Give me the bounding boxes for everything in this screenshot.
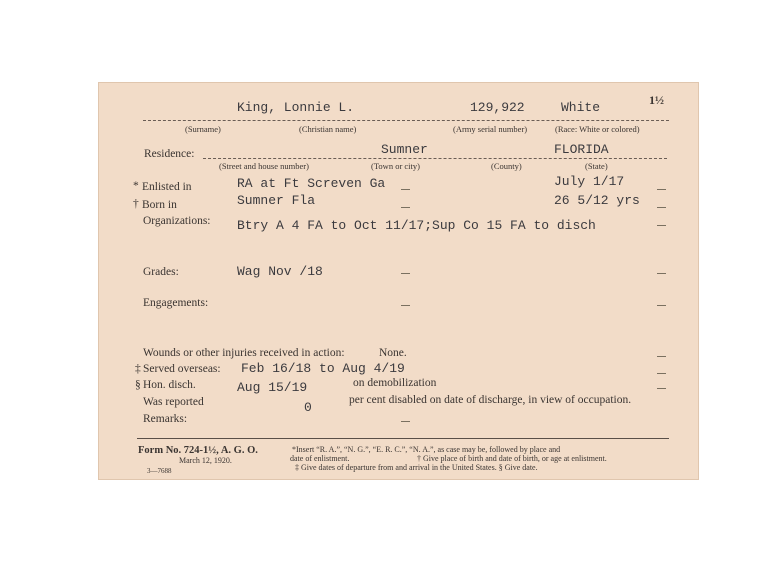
reported-label: Was reported: [143, 396, 204, 408]
wounds-value: None.: [379, 347, 407, 359]
remarks-label: Remarks:: [143, 413, 188, 425]
overseas-value: Feb 16/18 to Aug 4/19: [241, 361, 405, 376]
form-number: Form No. 724-1½, A. G. O.: [138, 445, 258, 456]
residence-state: FLORIDA: [554, 142, 609, 157]
organizations-label: Organizations:: [143, 215, 211, 227]
soldier-name: King, Lonnie L.: [237, 100, 355, 115]
wounds-label: Wounds or other injuries received in action:: [143, 347, 345, 359]
surname-caption: (Surname): [185, 124, 221, 134]
born-place: Sumner Fla: [237, 193, 316, 208]
engagements-label: Engagements:: [143, 297, 209, 309]
enlisted-mark: *: [133, 180, 139, 192]
serial-caption: (Army serial number): [453, 124, 528, 134]
christian-name-caption: (Christian name): [299, 124, 357, 134]
reported-text: per cent disabled on date of discharge, in view of occupation.: [349, 394, 632, 406]
enlisted-label: Enlisted in: [142, 181, 192, 193]
town-caption: (Town or city): [371, 161, 420, 171]
form-code: 3—7688: [147, 467, 172, 475]
race-caption: (Race: White or colored): [555, 124, 640, 134]
footnote-birth: † Give place of birth and date of birth, or age at enlistment.: [417, 454, 607, 463]
state-caption: (State): [585, 161, 608, 171]
discharge-label: Hon. disch.: [143, 379, 196, 391]
fraction-mark: 1½: [649, 93, 664, 107]
serial-number: 129,922: [470, 100, 525, 115]
born-label: Born in: [142, 199, 177, 211]
race-value: White: [561, 100, 601, 115]
organizations-value: Btry A 4 FA to Oct 11/17;Sup Co 15 FA to disch: [237, 218, 596, 233]
footer-rule: [137, 438, 669, 439]
discharge-mark: §: [135, 379, 141, 391]
grades-value: Wag Nov /18: [237, 264, 323, 279]
discharge-value: Aug 15/19: [237, 380, 308, 395]
residence-town: Sumner: [381, 142, 428, 157]
reported-value: 0: [304, 400, 312, 415]
overseas-mark: ‡: [135, 363, 141, 375]
residence-label: Residence:: [144, 148, 195, 160]
overseas-label: Served overseas:: [143, 363, 221, 375]
grades-label: Grades:: [143, 266, 179, 278]
footnote-enlistment: *Insert “R. A.”, “N. G.”, “E. R. C.”, “N. A.”, as case may be, followed by place and: [292, 445, 561, 454]
street-caption: (Street and house number): [219, 161, 309, 171]
name-line: [143, 120, 669, 121]
enlisted-date: July 1/17: [554, 174, 625, 189]
record-card: [98, 82, 699, 480]
discharge-note: on demobilization: [353, 377, 437, 389]
born-age: 26 5/12 yrs: [554, 193, 640, 208]
enlisted-place: RA at Ft Screven Ga: [237, 176, 386, 191]
residence-line: [203, 158, 667, 159]
born-mark: †: [133, 198, 139, 210]
form-date: March 12, 1920.: [179, 456, 232, 465]
footnote-enlistment-cont: date of enlistment.: [290, 454, 350, 463]
footnote-overseas: ‡ Give dates of departure from and arrival in the United States. § Give date.: [295, 463, 538, 472]
county-caption: (County): [491, 161, 522, 171]
